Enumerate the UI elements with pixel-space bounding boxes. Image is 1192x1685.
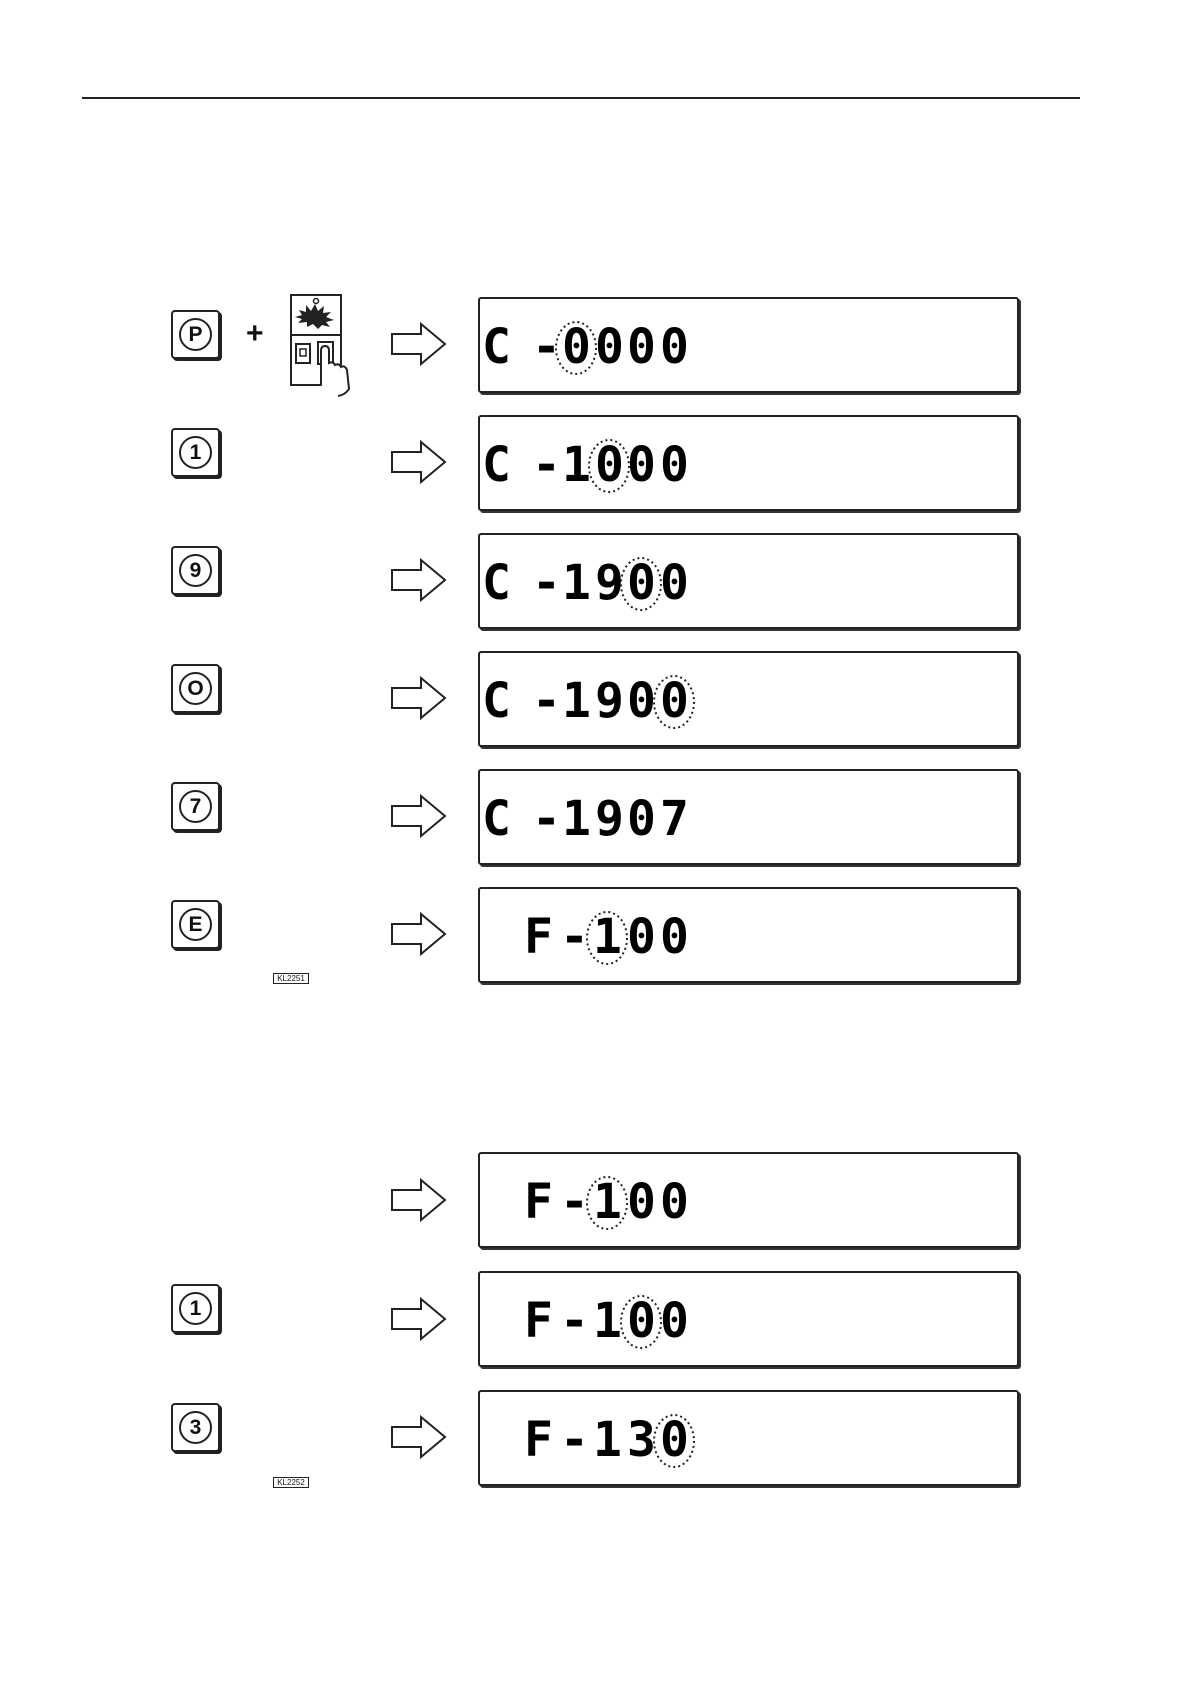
key-label: 7 bbox=[179, 790, 212, 823]
plus-sign: + bbox=[246, 317, 264, 350]
svg-text:-: - bbox=[560, 1174, 589, 1230]
display-digit: 0 bbox=[660, 1174, 689, 1230]
svg-text:-: - bbox=[532, 319, 561, 375]
svg-text:-: - bbox=[560, 1412, 589, 1468]
display-prefix: F bbox=[524, 1412, 553, 1468]
svg-text:-: - bbox=[532, 791, 561, 847]
display-digit: 3 bbox=[627, 1412, 656, 1468]
display-digit: 0 bbox=[660, 555, 689, 611]
right-arrow-icon bbox=[391, 440, 447, 484]
display-digit: 0 bbox=[627, 1174, 656, 1230]
display-digit: 0 bbox=[627, 319, 656, 375]
display-prefix: C bbox=[482, 555, 511, 611]
right-arrow-icon bbox=[391, 1415, 447, 1459]
key-e-button[interactable] bbox=[171, 900, 220, 949]
header-rule bbox=[82, 97, 1080, 99]
display-digit: 1 bbox=[562, 555, 591, 611]
display-prefix: F bbox=[524, 1174, 553, 1230]
key-label: 1 bbox=[179, 436, 212, 469]
display-digit: 0 bbox=[627, 1293, 656, 1349]
display-digit: 0 bbox=[660, 673, 689, 729]
display-digit: 0 bbox=[660, 1412, 689, 1468]
display-prefix: C bbox=[482, 791, 511, 847]
display-digit: 0 bbox=[627, 555, 656, 611]
svg-text:-: - bbox=[532, 555, 561, 611]
figure-reference: KL2252 bbox=[273, 1477, 309, 1488]
remote-control-with-finger-icon bbox=[282, 293, 362, 397]
lcd-display bbox=[478, 887, 1019, 983]
display-digit: 0 bbox=[627, 673, 656, 729]
display-digit: 0 bbox=[627, 909, 656, 965]
key-label: 9 bbox=[179, 554, 212, 587]
right-arrow-icon bbox=[391, 558, 447, 602]
display-prefix: F bbox=[524, 1293, 553, 1349]
display-digit: 1 bbox=[562, 791, 591, 847]
display-digit: 1 bbox=[593, 1412, 622, 1468]
display-digit: 1 bbox=[593, 909, 622, 965]
lcd-display bbox=[478, 533, 1019, 629]
key-o-button[interactable] bbox=[171, 664, 220, 713]
display-digit: 0 bbox=[660, 909, 689, 965]
display-digit: 0 bbox=[562, 319, 591, 375]
right-arrow-icon bbox=[391, 912, 447, 956]
right-arrow-icon bbox=[391, 322, 447, 366]
display-digit: 0 bbox=[595, 319, 624, 375]
display-digit: 0 bbox=[627, 437, 656, 493]
display-digit: 0 bbox=[660, 1293, 689, 1349]
display-digit: 0 bbox=[660, 319, 689, 375]
key-1-button[interactable] bbox=[171, 1284, 220, 1333]
key-label: E bbox=[179, 908, 212, 941]
lcd-display bbox=[478, 1390, 1019, 1486]
key-label: 1 bbox=[179, 1292, 212, 1325]
display-digit: 1 bbox=[562, 673, 591, 729]
lcd-display bbox=[478, 1152, 1019, 1248]
display-digit: 9 bbox=[595, 673, 624, 729]
lcd-display bbox=[478, 1271, 1019, 1367]
display-digit: 7 bbox=[660, 791, 689, 847]
svg-text:-: - bbox=[532, 673, 561, 729]
display-prefix: C bbox=[482, 437, 511, 493]
key-label: P bbox=[179, 318, 212, 351]
figure-reference: KL2251 bbox=[273, 973, 309, 984]
right-arrow-icon bbox=[391, 1297, 447, 1341]
right-arrow-icon bbox=[391, 1178, 447, 1222]
display-digit: 0 bbox=[595, 437, 624, 493]
key-label: 3 bbox=[179, 1411, 212, 1444]
right-arrow-icon bbox=[391, 794, 447, 838]
display-digit: 9 bbox=[595, 555, 624, 611]
display-prefix: C bbox=[482, 673, 511, 729]
key-3-button[interactable] bbox=[171, 1403, 220, 1452]
svg-text:-: - bbox=[560, 909, 589, 965]
key-label: O bbox=[179, 672, 212, 705]
svg-text:-: - bbox=[560, 1293, 589, 1349]
svg-text:-: - bbox=[532, 437, 561, 493]
key-p-button[interactable] bbox=[171, 310, 220, 359]
key-1-button[interactable] bbox=[171, 428, 220, 477]
lcd-display bbox=[478, 297, 1019, 393]
key-9-button[interactable] bbox=[171, 546, 220, 595]
display-digit: 1 bbox=[562, 437, 591, 493]
lcd-display bbox=[478, 415, 1019, 511]
display-digit: 1 bbox=[593, 1174, 622, 1230]
display-digit: 0 bbox=[660, 437, 689, 493]
display-digit: 1 bbox=[593, 1293, 622, 1349]
display-prefix: C bbox=[482, 319, 511, 375]
lcd-display bbox=[478, 769, 1019, 865]
lcd-display bbox=[478, 651, 1019, 747]
display-digit: 9 bbox=[595, 791, 624, 847]
key-7-button[interactable] bbox=[171, 782, 220, 831]
right-arrow-icon bbox=[391, 676, 447, 720]
display-prefix: F bbox=[524, 909, 553, 965]
display-digit: 0 bbox=[627, 791, 656, 847]
